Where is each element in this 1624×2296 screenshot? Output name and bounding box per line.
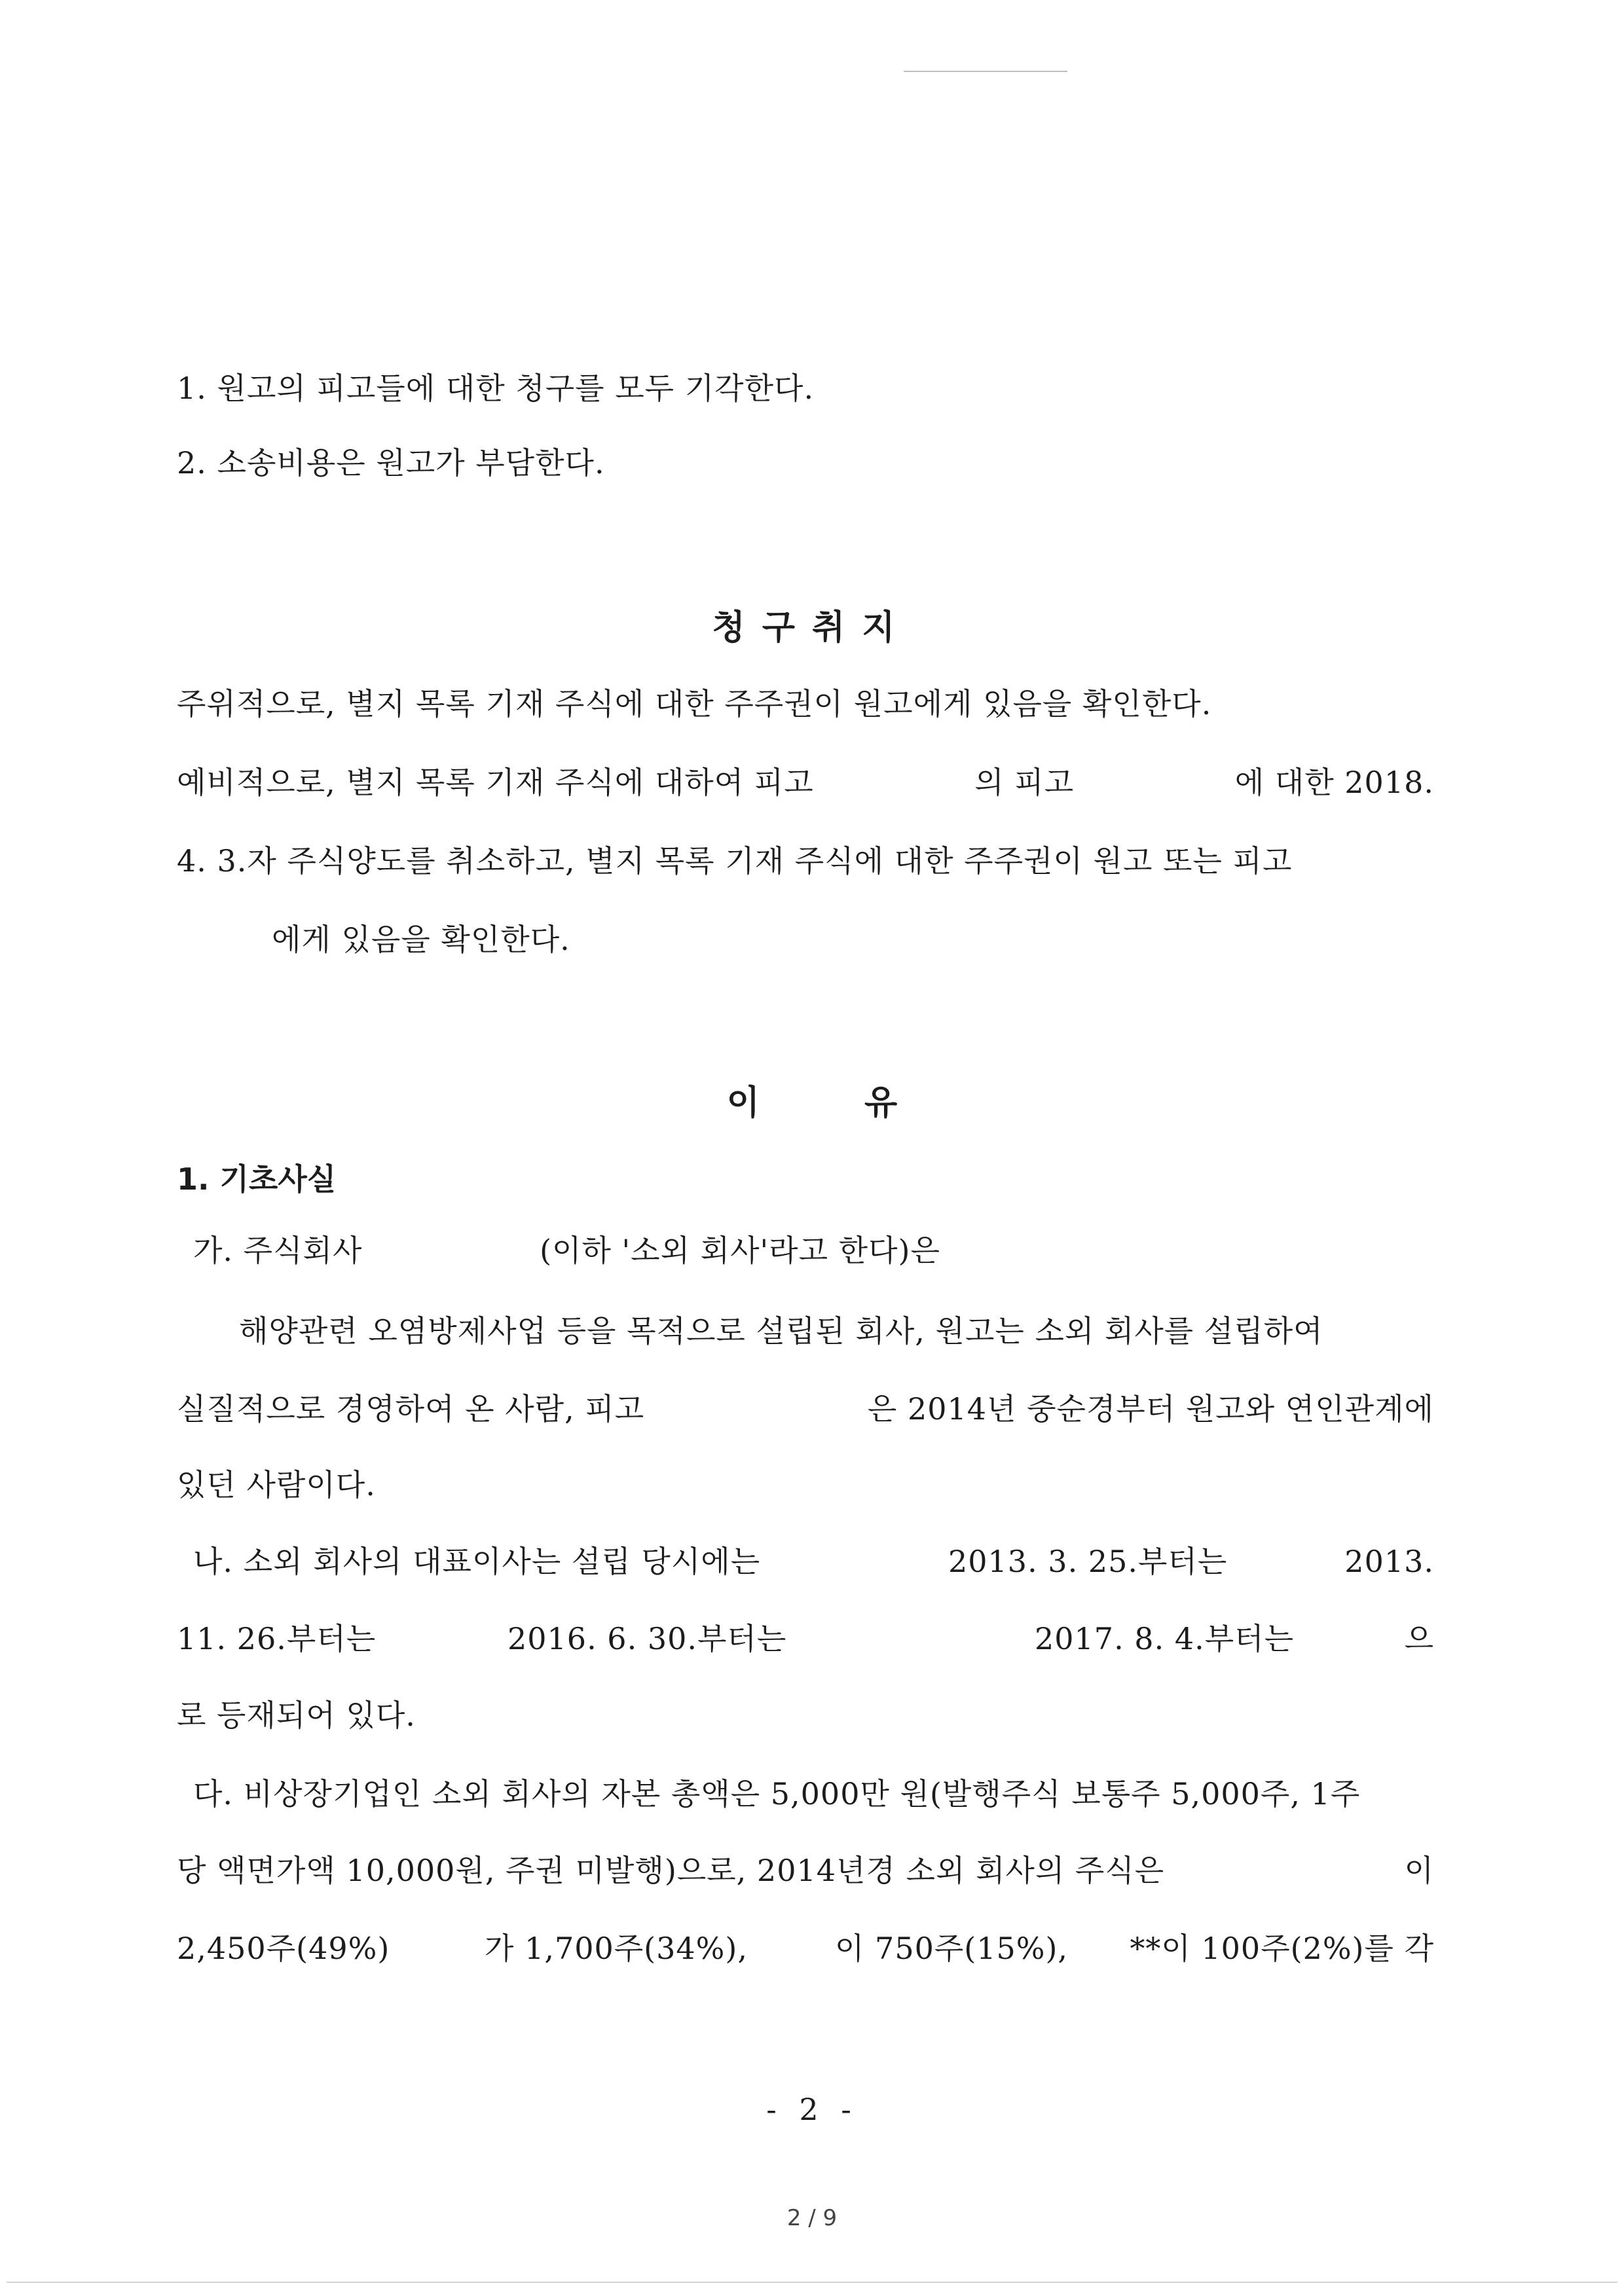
ruling-item-1: 1. 원고의 피고들에 대한 청구를 모두 기각한다. <box>177 371 815 406</box>
paragraph-da-line-3-part-d: **이 100주(2%)를 각 <box>1130 1931 1434 1966</box>
paragraph-da-line-3-part-a: 2,450주(49%) <box>177 1931 390 1966</box>
section-1-title: 1. 기초사실 <box>177 1161 337 1197</box>
paragraph-ga-line-3 <box>177 1389 1434 1429</box>
paragraph-da-line-3-part-c: 이 750주(15%), <box>835 1931 1069 1966</box>
reason-heading: 이유 <box>726 1084 1003 1123</box>
claim-line-2-part-c: 에 대한 2018. <box>1234 765 1434 800</box>
paragraph-na-line-2 <box>177 1619 1434 1658</box>
paragraph-na-part-c: 2013. <box>1344 1544 1434 1579</box>
paragraph-ga-line-3-part-a: 실질적으로 경영하여 온 사람, 피고 <box>177 1391 645 1427</box>
claim-heading: 청구취지 <box>712 608 912 647</box>
page-number: - 2 - <box>766 2092 858 2127</box>
paragraph-da-line-2 <box>177 1851 1434 1890</box>
claim-line-3: 4. 3.자 주식양도를 취소하고, 별지 목록 기재 주식에 대한 주주권이 원고 또는 피고 <box>177 843 1293 879</box>
paragraph-da-line-1: 다. 비상장기업인 소외 회사의 자본 총액은 5,000만 원(발행주식 보통주 5,000주, 1주 <box>193 1776 1361 1812</box>
claim-line-2-part-a: 예비적으로, 별지 목록 기재 주식에 대하여 피고 <box>177 765 814 800</box>
paragraph-na-line-2-part-d: 으 <box>1404 1621 1434 1656</box>
claim-line-4: 에게 있음을 확인한다. <box>272 922 570 957</box>
scan-artifact <box>904 71 1067 72</box>
paragraph-ga-part-b: (이하 '소외 회사'라고 한다)은 <box>540 1233 940 1268</box>
paragraph-ga-part-a: 가. 주식회사 <box>193 1233 363 1268</box>
claim-line-1: 주위적으로, 별지 목록 기재 주식에 대한 주주권이 원고에게 있음을 확인한다. <box>177 686 1212 721</box>
page-count: 2 / 9 <box>786 2205 838 2231</box>
claim-line-2 <box>177 763 1434 802</box>
paragraph-da-line-2-part-b: 이 <box>1404 1853 1434 1888</box>
paragraph-da-line-3-part-b: 가 1,700주(34%), <box>485 1931 748 1966</box>
paragraph-ga-line-1 <box>193 1231 1450 1270</box>
paragraph-na-part-b: 2013. 3. 25.부터는 <box>948 1544 1228 1579</box>
paragraph-na-line-2-part-c: 2017. 8. 4.부터는 <box>1035 1621 1295 1656</box>
paragraph-da-line-3 <box>177 1929 1434 1968</box>
paragraph-na-line-3: 로 등재되어 있다. <box>177 1698 416 1733</box>
claim-line-2-part-b: 의 피고 <box>974 765 1075 800</box>
paragraph-na-line-2-part-b: 2016. 6. 30.부터는 <box>507 1621 787 1656</box>
paragraph-na-line-1 <box>193 1542 1434 1581</box>
paragraph-ga-line-3-part-b: 은 2014년 중순경부터 원고와 연인관계에 <box>867 1391 1434 1427</box>
paragraph-ga-line-2: 해양관련 오염방제사업 등을 목적으로 설립된 회사, 원고는 소외 회사를 설립하여 <box>239 1313 1323 1349</box>
paragraph-na-part-a: 나. 소외 회사의 대표이사는 설립 당시에는 <box>193 1544 761 1579</box>
scan-artifact <box>7 2282 1617 2283</box>
ruling-item-2: 2. 소송비용은 원고가 부담한다. <box>177 445 605 481</box>
paragraph-na-line-2-part-a: 11. 26.부터는 <box>177 1621 377 1656</box>
paragraph-da-line-2-part-a: 당 액면가액 10,000원, 주권 미발행)으로, 2014년경 소외 회사의 주식은 <box>177 1853 1165 1888</box>
paragraph-ga-line-4: 있던 사람이다. <box>177 1467 376 1503</box>
